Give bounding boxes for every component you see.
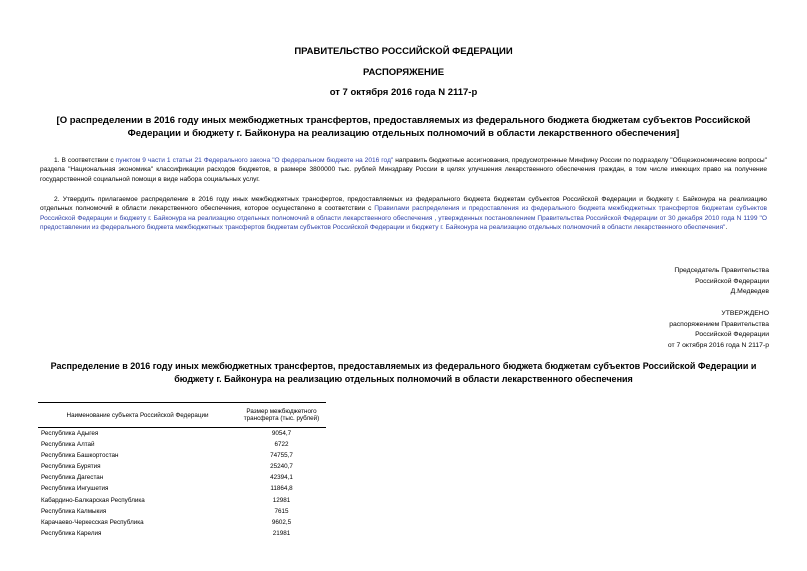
signature-name: Д.Медведев [730,288,769,295]
signature-position: Председатель Правительства [674,267,769,274]
table-cell-name: Республика Дагестан [41,474,104,482]
table-cell-value: 7615 [274,507,289,515]
column-header-subject: Наименование субъекта Российской Федерации [38,403,237,428]
paragraph-1-text-after: направить бюджетные ассигнования, предусмотренные Минфину России по подразделу "Общеэкономические вопросы" раздела "Национальная экономика" классификации расходов бюджетов, в размере 3800000 тыс. рублей Минздраву России в целях улучшения лекарственного обеспечения граждан, в том числе имеющих право на получение государственной социальной помощи в виде набора социальных услуг. [40,157,767,183]
table-cell-value: 42394,1 [270,474,293,482]
table-row [38,506,326,517]
approval-line-2: распоряжением Правительства [669,320,769,328]
rules-link[interactable]: Правилами распределения и предоставления из федерального бюджета межбюджетных трансфертов бюджетам субъектов Российской Федерации и бюджету г. Байконура на реализацию отдельных полномочий в области лекарственного обеспечения , утвержденных постановлением Правительства Российской Федерации от 30 декабря 2010 года N 1199 "О предоставлении из федерального бюджета межбюджетных трансфертов бюджетам субъектов Российской Федерации и бюджету г. Байконура на реализацию отдельных полномочий в области лекарственного обеспечения" [40,205,767,232]
table-header-row [38,403,326,428]
table-cell-name: Республика Башкортостан [41,452,119,460]
table-cell-name: Карачаево-Черкесская Республика [41,518,144,526]
table-cell-value: 74755,7 [270,452,293,460]
document-date-number: от 7 октября 2016 года N 2117-р [329,87,478,98]
approval-stamp: УТВЕРЖДЕНО [721,310,769,317]
table-cell-name: Республика Ингушетия [41,485,109,493]
approval-block [668,309,769,351]
table-cell-value: 9602,5 [271,518,292,526]
document-subject: [О распределении в 2016 году иных межбюджетных трансфертов, предоставляемых из федерального бюджета бюджетам субъектов Российской Федерации и бюджету г. Байконура на реализацию отдельных полномочий в области лекарственного обеспечения] [56,115,751,139]
paragraph-1 [40,156,767,184]
table-cell-name: Республика Бурятия [41,463,101,471]
table-row [38,472,326,483]
table-cell-name: Республика Карелия [41,529,102,537]
table-row [38,439,326,450]
government-heading: ПРАВИТЕЛЬСТВО РОССИЙСКОЙ ФЕДЕРАЦИИ [294,46,513,57]
table-cell-name: Кабардино-Балкарская Республика [41,496,145,504]
column-header-amount: Размер межбюджетного трансферта (тыс. рублей) [237,403,326,428]
distribution-title: Распределение в 2016 году иных межбюджетных трансфертов, предоставляемых из федерального бюджета бюджетам субъектов Российской Федерации и бюджету г. Байконура на реализацию отдельных полномочий в области лекарственного обеспечения [50,361,757,384]
distribution-table [38,402,326,539]
table-row [38,450,326,461]
table-row [38,483,326,494]
document-type: РАСПОРЯЖЕНИЕ [362,67,445,78]
table-cell-name: Республика Калмыкия [41,507,107,515]
table-cell-value: 21981 [272,529,291,537]
paragraph-2 [40,195,767,233]
table-row [38,461,326,472]
signature-country: Российской Федерации [695,277,769,285]
table-cell-value: 6722 [274,441,289,449]
table-cell-value: 11864,8 [270,485,293,493]
table-cell-name: Республика Алтай [41,441,95,449]
table-cell-value: 25240,7 [270,463,293,471]
table-row [38,517,326,528]
table-cell-name: Республика Адыгея [41,430,99,437]
paragraph-2-text-before: 2. Утвердить прилагаемое распределение в 2016 году иных межбюджетных трансфертов, предоставляемых из федерального бюджета бюджетам субъектов Российской Федерации и бюджету г. Байконура на реализацию отдельных полномочий в области лекарственного обеспечения, которое осуществлено в соответствии с [40,196,767,213]
signature-block [674,266,769,298]
table-cell-value: 9054,7 [271,430,292,437]
paragraph-2-text-after: . [725,224,728,232]
table-row [38,428,326,440]
approval-date: от 7 октября 2016 года N 2117-р [667,341,769,349]
approval-line-3: Российской Федерации [695,331,769,338]
paragraph-1-text-before: 1. В соответствии с [54,157,116,164]
table-row [38,528,326,539]
table-row [38,495,326,506]
federal-law-link[interactable]: пунктом 9 части 1 статьи 21 Федерального закона "О федеральном бюджете на 2016 год" [115,157,394,164]
table-cell-value: 12981 [272,496,291,504]
